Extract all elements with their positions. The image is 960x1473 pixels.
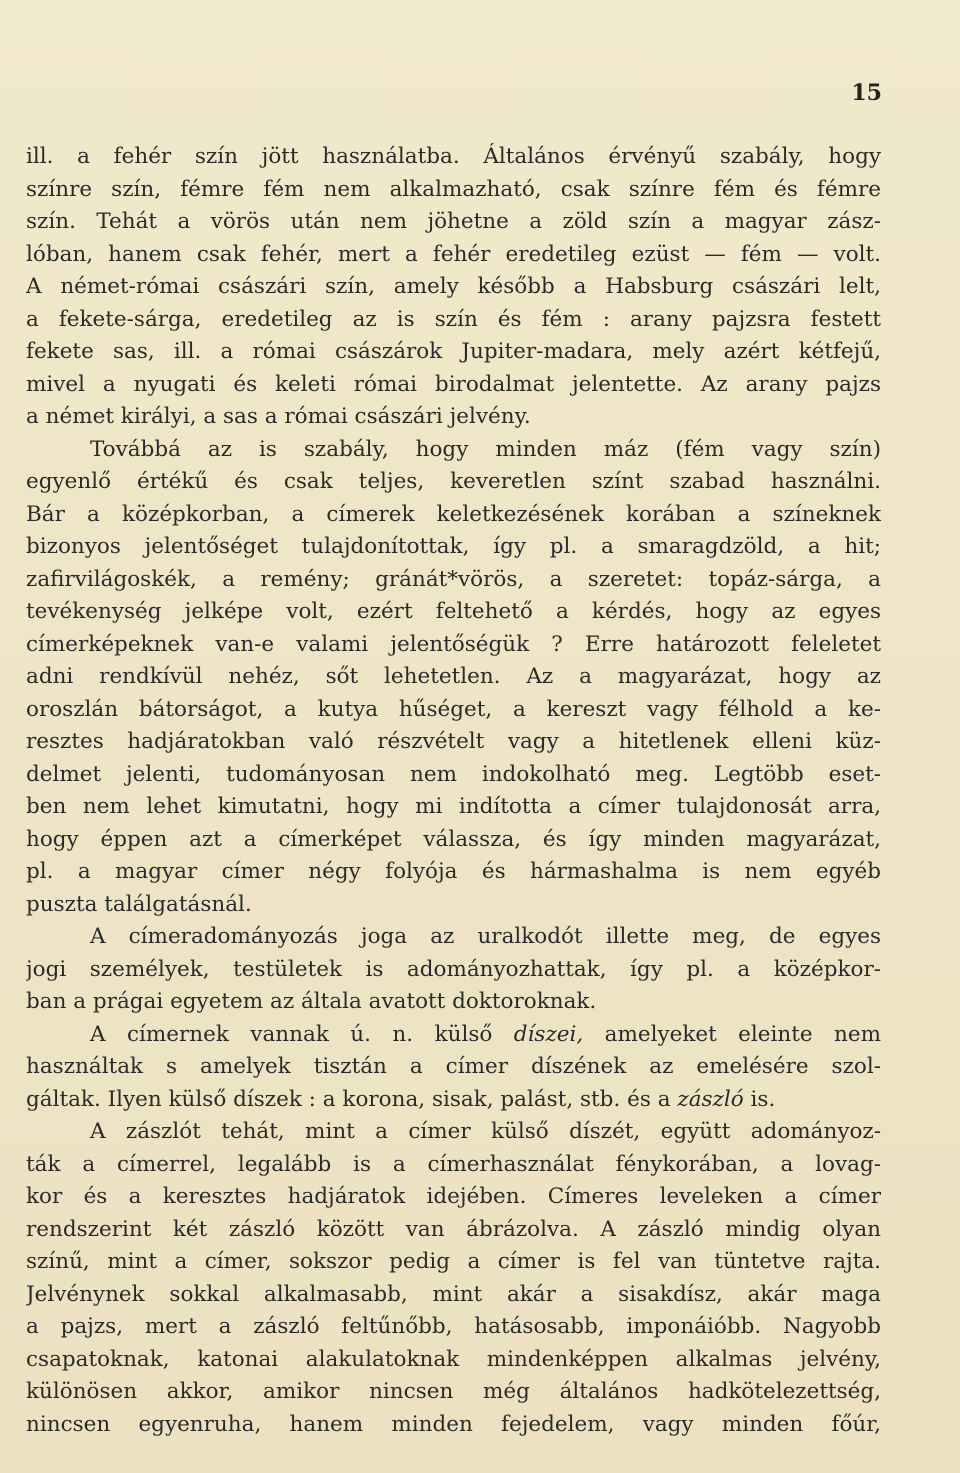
body-text — [26, 141, 881, 1441]
text-line: egyenlő értékű és csak teljes, keveretlen színt szabad használni. — [26, 469, 881, 494]
text-line — [26, 1019, 881, 1052]
text-line: Továbbá az is szabály, hogy minden máz (fém vagy szín) — [90, 436, 881, 462]
page-number: 15 — [851, 80, 882, 106]
text-line: a fekete-sárga, eredetileg az is szín és fém : arany pajzsra festett — [26, 306, 881, 332]
text-line: hogy éppen azt a címerképet válassza, és így minden magyarázat, — [26, 826, 881, 852]
text-line: tevékenység jelképe volt, ezért feltehető a kérdés, hogy az egyes — [26, 599, 881, 624]
text-line: bizonyos jelentőséget tulajdonítottak, így pl. a smaragdzöld, a hit; — [26, 534, 881, 559]
text-line: jogi személyek, testületek is adományozhattak, így pl. a középkor- — [26, 956, 881, 982]
text-line: fekete sas, ill. a római császárok Jupiter-madara, mely azért kétfejű, — [26, 339, 881, 364]
text-line: szín. Tehát a vörös után nem jöhetne a zöld szín a magyar zász- — [26, 209, 881, 234]
text-line: használtak s amelyek tisztán a címer díszének az emelésére szol- — [26, 1054, 881, 1079]
text-line: adni rendkívül nehéz, sőt lehetetlen. Az a magyarázat, hogy az — [26, 664, 881, 689]
text-line: ban a prágai egyetem az általa avatott doktoroknak. — [26, 989, 597, 1014]
text-line: Bár a középkorban, a címerek keletkezésének korában a színeknek — [26, 501, 881, 527]
text-line: A német-római császári szín, amely később a Habsburg császári lelt, — [26, 274, 881, 299]
text-line: ill. a fehér szín jött használatba. Általános érvényű szabály, hogy — [26, 144, 881, 169]
text-line: puszta találgatásnál. — [26, 891, 252, 917]
italic-term: zászló — [677, 1086, 744, 1112]
text-line: nincsen egyenruha, hanem minden fejedelem, vagy minden főúr, — [26, 1411, 881, 1437]
text-line: resztes hadjáratokban való részvételt vagy a hitetlenek elleni küz- — [26, 729, 881, 754]
text-line: A zászlót tehát, mint a címer külső díszét, együtt adományoz- — [90, 1119, 881, 1144]
text-line: rendszerint két zászló között van ábrázolva. A zászló mindig olyan — [26, 1216, 881, 1242]
text-line: kor és a keresztes hadjáratok idejében. Címeres leveleken a címer — [26, 1184, 881, 1209]
text-line: különösen akkor, amikor nincsen még általános hadkötelezettség, — [26, 1379, 881, 1404]
text-line: A címeradományozás joga az uralkodót illette meg, de egyes — [90, 924, 881, 949]
italic-term: díszei, — [513, 1021, 584, 1047]
text-line — [26, 1084, 881, 1117]
text-run: A címernek vannak ú. n. külső — [90, 1021, 514, 1047]
text-line: a pajzs, mert a zászló feltűnőbb, hatásosabb, imponáióbb. Nagyobb — [26, 1314, 881, 1339]
text-line: ták a címerrel, legalább is a címerhasználat fénykorában, a lovag- — [26, 1151, 881, 1177]
text-line: lóban, hanem csak fehér, mert a fehér eredetileg ezüst — fém — volt. — [26, 241, 881, 267]
text-line: csapatoknak, katonai alakulatoknak mindenképpen alkalmas jelvény, — [26, 1346, 881, 1372]
text-line: zafirvilágoskék, a remény; gránát*vörös, a szeretet: topáz-sárga, a — [26, 566, 881, 592]
text-line: címerképeknek van-e valami jelentőségük ? Erre határozott feleletet — [26, 631, 881, 657]
text-run: amelyeket eleinte nem — [583, 1021, 881, 1047]
text-run: gáltak. Ilyen külső díszek : a korona, sisak, palást, stb. és a — [26, 1086, 678, 1112]
text-run: is. — [743, 1086, 776, 1112]
text-line: delmet jelenti, tudományosan nem indokolható meg. Legtöbb eset- — [26, 761, 881, 787]
text-line: színre szín, fémre fém nem alkalmazható, csak színre fém és fémre — [26, 176, 881, 202]
text-line: pl. a magyar címer négy folyója és hármashalma is nem egyéb — [26, 859, 881, 884]
text-line: oroszlán bátorságot, a kutya hűséget, a kereszt vagy félhold a ke- — [26, 696, 881, 722]
text-line: ben nem lehet kimutatni, hogy mi indította a címer tulajdonosát arra, — [26, 794, 881, 819]
text-line: mivel a nyugati és keleti római birodalmat jelentette. Az arany pajzs — [26, 371, 881, 397]
text-line: Jelvénynek sokkal alkalmasabb, mint akár a sisakdísz, akár maga — [26, 1281, 881, 1307]
text-line: a német királyi, a sas a római császári jelvény. — [26, 404, 531, 429]
text-line: színű, mint a címer, sokszor pedig a címer is fel van tüntetve rajta. — [26, 1249, 881, 1274]
